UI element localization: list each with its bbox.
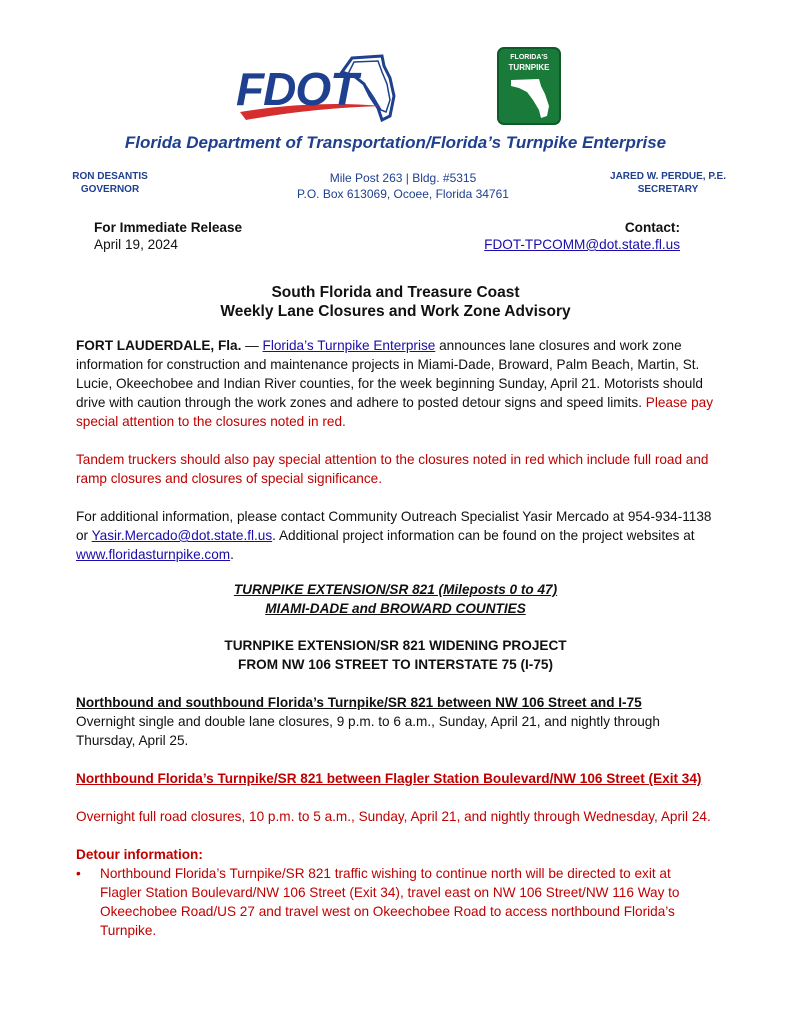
contact-text1: For additional information, please contact Community Outreach Specialist Yasir Mercado at 954-934-1138 or bbox=[76, 509, 712, 543]
turnpike-logo-line1: FLORIDA'S bbox=[510, 54, 548, 61]
turnpike-enterprise-link[interactable]: Florida’s Turnpike Enterprise bbox=[262, 338, 436, 353]
headline-line2: Weekly Lane Closures and Work Zone Advisory bbox=[220, 303, 571, 320]
agency-title: Florida Department of Transportation/Florida’s Turnpike Enterprise bbox=[124, 133, 667, 152]
florida-map-icon bbox=[509, 76, 551, 120]
dateline-dash: — bbox=[241, 338, 263, 353]
red-closure-note: Please pay special attention to the closures noted in red. bbox=[76, 395, 714, 429]
secretary-block bbox=[598, 170, 738, 196]
contact-label: Contact: bbox=[624, 220, 680, 235]
intro-paragraph bbox=[76, 336, 716, 431]
website-link[interactable]: www.floridasturnpike.com bbox=[76, 547, 231, 562]
section-heading-line2: MIAMI-DADE and BROWARD COUNTIES bbox=[265, 601, 526, 616]
contact-text2: . Additional project information can be found on the project websites at bbox=[272, 528, 695, 543]
address-line2: P.O. Box 613069, Ocoee, Florida 34761 bbox=[297, 187, 509, 201]
contact-text3: . bbox=[230, 547, 234, 562]
closure1-body: Overnight single and double lane closures, 9 p.m. to 6 a.m., Sunday, April 21, and nightly through Thursday, April 25. bbox=[76, 714, 660, 748]
turnpike-logo-line2: TURNPIKE bbox=[508, 63, 550, 72]
release-label: For Immediate Release bbox=[94, 220, 243, 235]
detour-bullet-item bbox=[76, 864, 716, 940]
turnpike-logo bbox=[497, 47, 561, 125]
governor-block bbox=[60, 170, 160, 196]
address-line1: Mile Post 263 | Bldg. #5315 bbox=[329, 171, 477, 185]
project-heading-line2: FROM NW 106 STREET TO INTERSTATE 75 (I-75) bbox=[238, 657, 553, 672]
contact-paragraph bbox=[76, 507, 716, 564]
governor-role: GOVERNOR bbox=[80, 184, 140, 195]
section-heading bbox=[0, 580, 791, 618]
secretary-name: JARED W. PERDUE, P.E. bbox=[610, 171, 726, 182]
dateline: FORT LAUDERDALE, Fla. bbox=[76, 338, 242, 353]
section-heading-line1: TURNPIKE EXTENSION/SR 821 (Mileposts 0 to 47) bbox=[233, 582, 558, 597]
project-heading bbox=[0, 636, 791, 674]
release-date: April 19, 2024 bbox=[94, 237, 178, 252]
intro-body: announces lane closures and work zone information for construction and maintenance projects in Miami-Dade, Broward, Palm Beach, Martin, St. Lucie, Okeechobee and Indian River counties, for the week beginning Sunday, April 21. Motorists should drive with caution through the work zones and adhere to posted detour signs and speed limits. bbox=[76, 338, 703, 410]
headline bbox=[0, 283, 791, 321]
closure2-body: Overnight full road closures, 10 p.m. to 5 a.m., Sunday, April 21, and nightly through Wednesday, April 24. bbox=[76, 809, 711, 824]
fdot-logo-text: FDOT bbox=[236, 63, 358, 115]
headline-line1: South Florida and Treasure Coast bbox=[271, 284, 520, 301]
fdot-logo bbox=[232, 48, 407, 130]
contact-email-link[interactable]: FDOT-TPCOMM@dot.state.fl.us bbox=[484, 237, 680, 252]
detour-label: Detour information: bbox=[76, 847, 203, 862]
closure1-heading: Northbound and southbound Florida’s Turnpike/SR 821 between NW 106 Street and I-75 bbox=[76, 695, 642, 710]
secretary-role: SECRETARY bbox=[637, 184, 699, 195]
project-heading-line1: TURNPIKE EXTENSION/SR 821 WIDENING PROJECT bbox=[224, 638, 567, 653]
outreach-email-link[interactable]: Yasir.Mercado@dot.state.fl.us bbox=[91, 528, 273, 543]
address-block bbox=[240, 170, 566, 202]
detour-text: Northbound Florida’s Turnpike/SR 821 traffic wishing to continue north will be directed to exit at Flagler Station Boulevard/NW 106 Street (Exit 34), travel east on NW 106 Street/NW 116 Way to Okeechobee Road/US 27 and travel west on Okeechobee Road to access northbound Florida’s Turnpike. bbox=[100, 866, 680, 938]
bullet-icon: • bbox=[76, 866, 81, 881]
governor-name: RON DESANTIS bbox=[72, 171, 148, 182]
tandem-trucker-note: Tandem truckers should also pay special attention to the closures noted in red which include full road and ramp closures and closures of special significance. bbox=[76, 452, 709, 486]
closure2-heading: Northbound Florida’s Turnpike/SR 821 between Flagler Station Boulevard/NW 106 Street (Exit 34) bbox=[76, 771, 702, 786]
